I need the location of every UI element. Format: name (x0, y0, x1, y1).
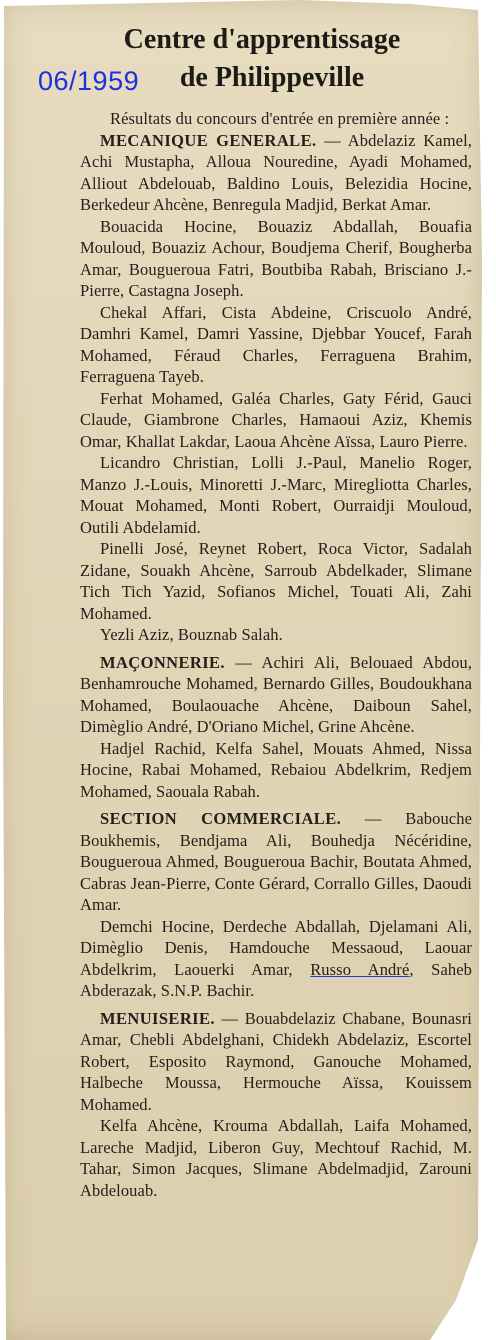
maconnerie-paragraph-1 (80, 652, 472, 738)
commerciale-paragraph-2 (80, 916, 472, 1002)
section-title-maconnerie: MAÇONNERIE. (100, 652, 225, 672)
section-dash: — (316, 130, 348, 150)
menuiserie-paragraph-2: Kelfa Ahcène, Krouma Abdallah, Laifa Mohamed, Lareche Madjid, Liberon Guy, Mechtouf Rachid, M. Tahar, Simon Jacques, Slimane Abdelmadjid, Zarouni Abdelouab. (80, 1116, 472, 1200)
article-title-line-1: Centre d'apprentissage (123, 24, 401, 55)
underlined-name: Russo André (310, 959, 410, 979)
menuiserie-names-1: Bouabdelaziz Chabane, Bounasri Amar, Chebli Abdelghani, Chidekh Abdelaziz, Escortel Robert, Esposito Raymond, Ganouche Mohamed, Halbeche Moussa, Hermouche Aïssa, Kouissem Mohamed. (80, 1008, 472, 1114)
maconnerie-paragraph-2: Hadjel Rachid, Kelfa Sahel, Mouats Ahmed, Nissa Hocine, Rabai Mohamed, Rebaiou Abdelkrim, Redjem Mohamed, Saouala Rabah. (80, 738, 472, 801)
section-dash: — (341, 809, 406, 828)
section-title-commerciale: SECTION COMMERCIALE. (100, 809, 342, 828)
mecanique-paragraph-6: Pinelli José, Reynet Robert, Roca Victor, Sadalah Zidane, Souakh Ahcène, Sarroub Abdelkader, Slimane Tich Tich Yazid, Sofianos Michel, Touati Ali, Zahi Mohamed. (80, 539, 472, 623)
section-dash: — (224, 652, 262, 672)
commerciale-paragraph-1 (80, 808, 472, 916)
commerciale-names-1: Babouche Boukhemis, Bendjama Ali, Bouhedja Nécéridine, Bougueroua Ahmed, Bougueroua Bachir, Boutata Ahmed, Cabras Jean-Pierre, Conte Gérard, Corrallo Gilles, Daoudi Amar. (80, 809, 472, 914)
commerciale-names-2a: Demchi Hocine, Derdeche Abdallah, Djelamani Ali, Dimèglio Denis, Hamdouche Messaoud, Laouar Abdelkrim, Laouerki Amar, (80, 916, 472, 979)
intro-paragraph: Résultats du concours d'entrée en première année : (110, 109, 450, 128)
date-stamp: 06/1959 (38, 66, 140, 96)
article-title-line-2: de Philippeville (179, 62, 365, 93)
maconnerie-names-1: Achiri Ali, Belouaed Abdou, Benhamrouche Mohamed, Bernardo Gilles, Boudoukhana Mohamed, Boulaouache Ahcène, Daiboun Sahel, Dimèglio André, D'Oriano Michel, Grine Ahcène. (80, 652, 472, 736)
section-dash: — (214, 1008, 245, 1028)
mecanique-paragraph-5: Licandro Christian, Lolli J.-Paul, Manelio Roger, Manzo J.-Louis, Minoretti J.-Marc, Miregliotta Charles, Mouat Mohamed, Monti Robert, Ourraidji Mouloud, Outili Abdelamid. (80, 453, 472, 537)
mecanique-paragraph-2: Bouacida Hocine, Bouaziz Abdallah, Bouafia Mouloud, Bouaziz Achour, Boudjema Cherif, Bougherba Amar, Bougueroua Fatri, Boutbiba Rabah, Brisciano J.-Pierre, Castagna Joseph. (80, 216, 472, 300)
mecanique-paragraph-1 (80, 130, 472, 216)
mecanique-paragraph-4: Ferhat Mohamed, Galéa Charles, Gaty Férid, Gauci Claude, Giambrone Charles, Hamaoui Aziz, Khemis Omar, Khallat Lakdar, Laoua Ahcène Aïssa, Lauro Pierre. (80, 388, 472, 451)
mecanique-names-1: Abdelaziz Kamel, Achi Mustapha, Alloua Nouredine, Ayadi Mohamed, Alliout Abdelouab, Baldino Louis, Belezidia Hocine, Berkedeur Ahcène, Benregula Madjid, Berkat Amar. (80, 130, 472, 214)
mecanique-paragraph-7: Yezli Aziz, Bouznab Salah. (100, 625, 283, 644)
menuiserie-paragraph-1 (80, 1008, 472, 1116)
section-title-menuiserie: MENUISERIE. (100, 1008, 215, 1028)
article-body (80, 108, 472, 1201)
mecanique-paragraph-3: Chekal Affari, Cista Abdeine, Criscuolo André, Damhri Kamel, Damri Yassine, Djebbar Youcef, Farah Mohamed, Féraud Charles, Ferraguena Brahim, Ferraguena Tayeb. (80, 302, 472, 386)
commerciale-names-2b: , Saheb Abderazak, S.N.P. Bachir. (80, 959, 473, 1000)
section-title-mecanique: MECANIQUE GENERALE. (100, 130, 317, 150)
